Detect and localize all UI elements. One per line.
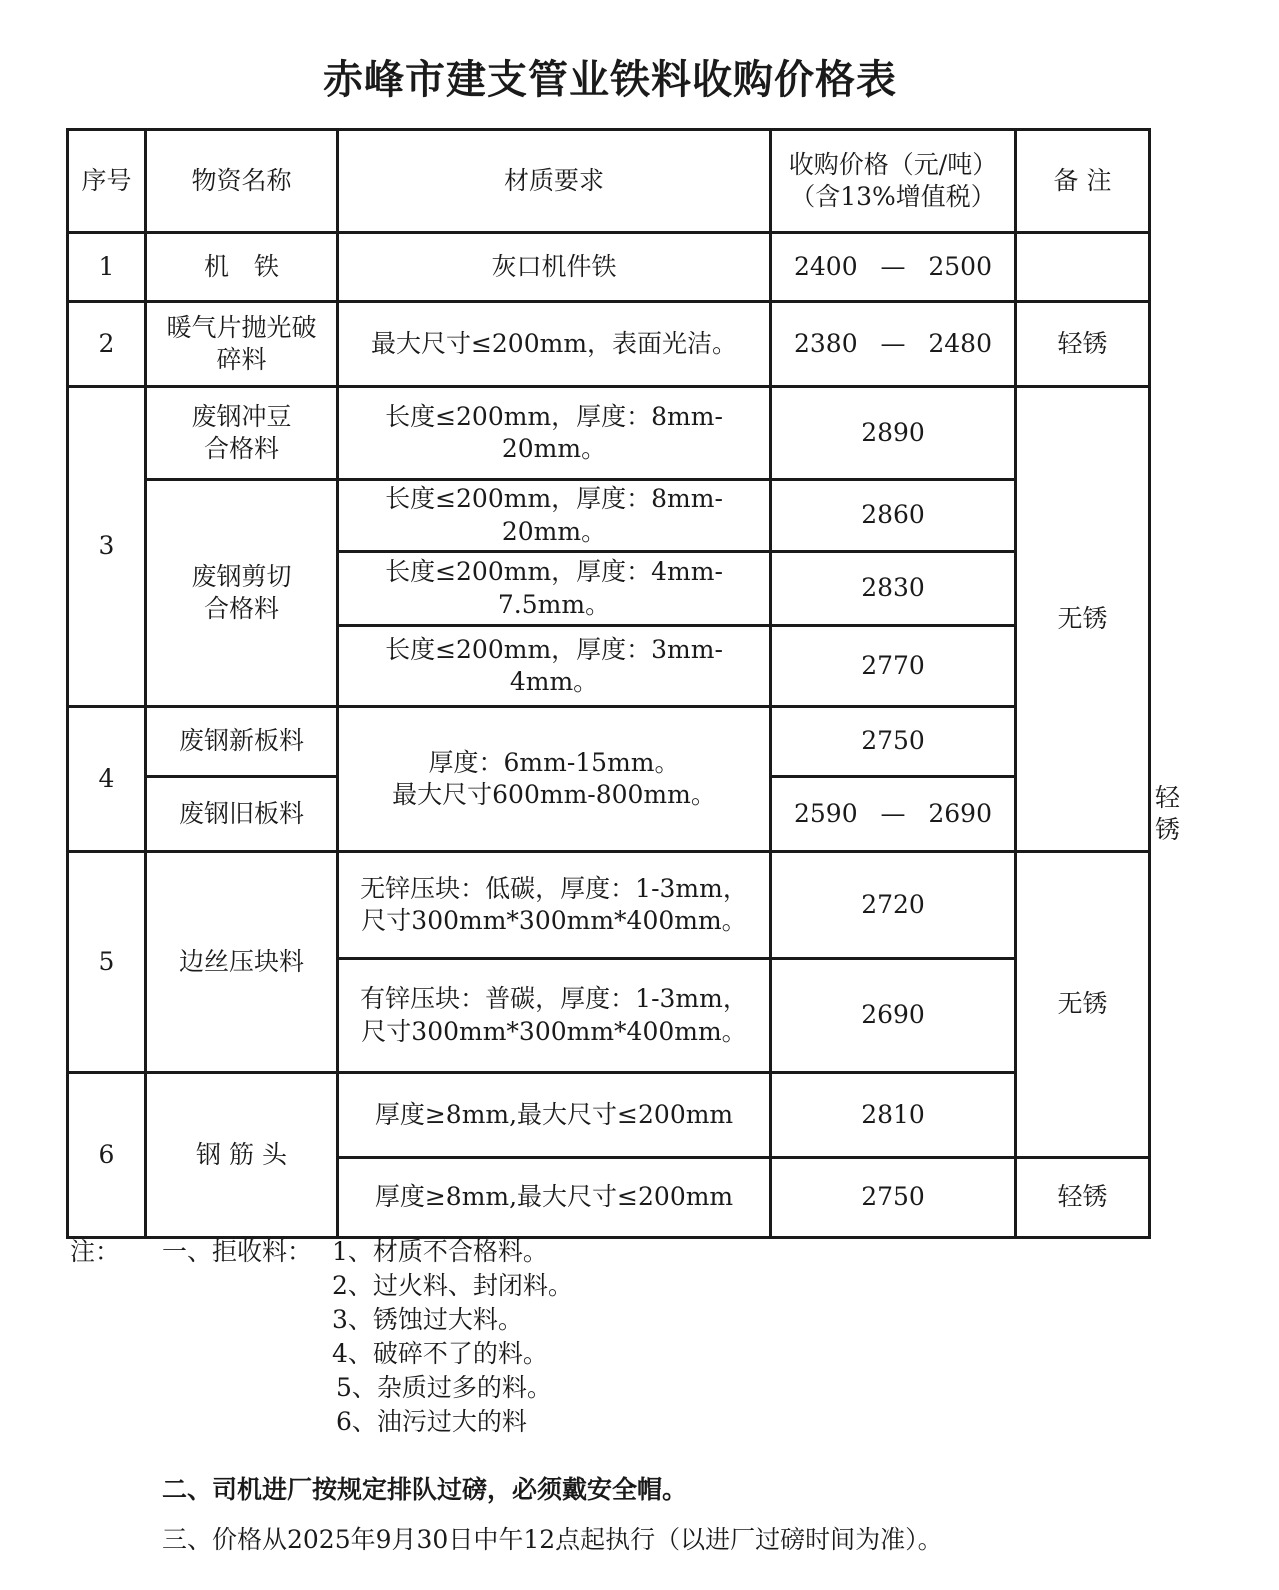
row-name: 钢 筋 头 [146,1073,338,1238]
row-material: 厚度≥8mm,最大尺寸≤200mm [338,1073,771,1158]
reject-item-1: 1、材质不合格料。 [332,1237,548,1266]
reject-item-2: 2、过火料、封闭料。 [332,1271,573,1300]
row-no: 4 [68,707,146,852]
row-remark: 无锈 [1016,387,1150,852]
row-remark [1016,233,1150,302]
row-name: 废钢新板料 [146,707,338,777]
row-name-line1: 废钢冲豆 [191,401,292,431]
row-material [338,852,771,959]
row-material: 长度≤200mm，厚度：4mm-7.5mm。 [338,552,771,626]
row-name: 废钢旧板料 [146,777,338,852]
reject-item-6: 6、油污过大的料 [336,1407,527,1436]
row-price: 2690 [771,959,1016,1073]
price-high: 2480 [928,328,992,358]
table-row: 废钢旧板料 2590 — 2690 轻锈 [68,777,1150,852]
row-price [771,777,1016,852]
row-material [338,707,771,852]
header-material: 材质要求 [338,130,771,233]
row-name-line2: 碎料 [216,345,267,374]
row-price: 2810 [771,1073,1016,1158]
row-material: 灰口机件铁 [338,233,771,302]
row-price: 2830 [771,552,1016,626]
row-name [146,387,338,480]
table-row [68,480,1150,552]
price-high: 2500 [928,251,992,281]
row-no: 3 [68,387,146,707]
note-two: 二、司机进厂按规定排队过磅，必须戴安全帽。 [162,1475,688,1504]
row-no: 2 [68,302,146,387]
row-material: 长度≤200mm，厚度：8mm-20mm。 [338,480,771,552]
page-title: 赤峰市建支管业铁料收购价格表 [323,57,897,103]
price-low: 2590 [794,798,858,828]
row-material-line2: 最大尺寸600mm-800mm。 [392,780,716,809]
row-price [771,233,1016,302]
row-material-line2: 尺寸300mm*300mm*400mm。 [361,1016,747,1046]
row-name: 边丝压块料 [146,852,338,1073]
table-row [68,1073,1150,1158]
header-price-line2: （含13%增值税） [790,182,996,211]
row-no: 1 [68,233,146,302]
price-high: 2690 [928,798,992,828]
row-name: 机 铁 [146,233,338,302]
row-name-line1: 暖气片抛光破 [166,312,317,342]
row-material-line1: 无锌压块：低碳，厚度：1-3mm， [360,873,748,903]
row-material: 厚度≥8mm,最大尺寸≤200mm [338,1158,771,1238]
header-no: 序号 [68,130,146,233]
row-material [338,959,771,1073]
header-name: 物资名称 [146,130,338,233]
row-material-line1: 有锌压块：普碳，厚度：1-3mm， [360,984,748,1013]
row-no: 5 [68,852,146,1073]
row-remark: 轻锈 [1016,302,1150,387]
row-price: 2720 [771,852,1016,959]
row-no: 6 [68,1073,146,1238]
row-material-line2: 尺寸300mm*300mm*400mm。 [361,906,747,935]
price-low: 2380 [794,328,858,358]
table-row [68,302,1150,387]
row-name-line1: 废钢剪切 [191,561,292,591]
table-row [68,852,1150,959]
price-dash: — [880,798,906,828]
row-name [146,480,338,707]
row-price [771,302,1016,387]
reject-label: 一、拒收料： [162,1237,313,1266]
row-name [146,302,338,387]
row-name-line2: 合格料 [203,594,279,623]
note-three: 三、价格从2025年9月30日中午12点起执行（以进厂过磅时间为准）。 [162,1525,943,1554]
row-material-line1: 厚度：6mm-15mm。 [428,747,680,777]
reject-item-3: 3、锈蚀过大料。 [332,1305,523,1334]
row-price: 2860 [771,480,1016,552]
notes-label: 注： [70,1237,121,1266]
price-dash: — [880,251,906,281]
row-price: 2890 [771,387,1016,480]
row-price: 2750 [771,1158,1016,1238]
reject-item-5: 5、杂质过多的料。 [336,1373,552,1402]
price-dash: — [880,328,906,358]
table-header-row [68,130,1150,233]
row-material: 长度≤200mm，厚度：8mm-20mm。 [338,387,771,480]
row-material: 最大尺寸≤200mm，表面光洁。 [338,302,771,387]
row-remark: 轻锈 [1016,1158,1150,1238]
row-price: 2750 [771,707,1016,777]
header-price [771,130,1016,233]
price-table [66,128,1181,1239]
row-material: 长度≤200mm，厚度：3mm-4mm。 [338,626,771,707]
header-price-line1: 收购价格（元/吨） [788,149,998,179]
table-row [68,387,1150,480]
table-row [68,233,1150,302]
row-remark: 无锈 [1016,852,1150,1158]
row-price: 2770 [771,626,1016,707]
price-low: 2400 [794,251,858,281]
row-name-line2: 合格料 [203,434,279,463]
table-row [68,707,1150,777]
reject-item-4: 4、破碎不了的料。 [332,1339,548,1368]
header-remark: 备 注 [1016,130,1150,233]
